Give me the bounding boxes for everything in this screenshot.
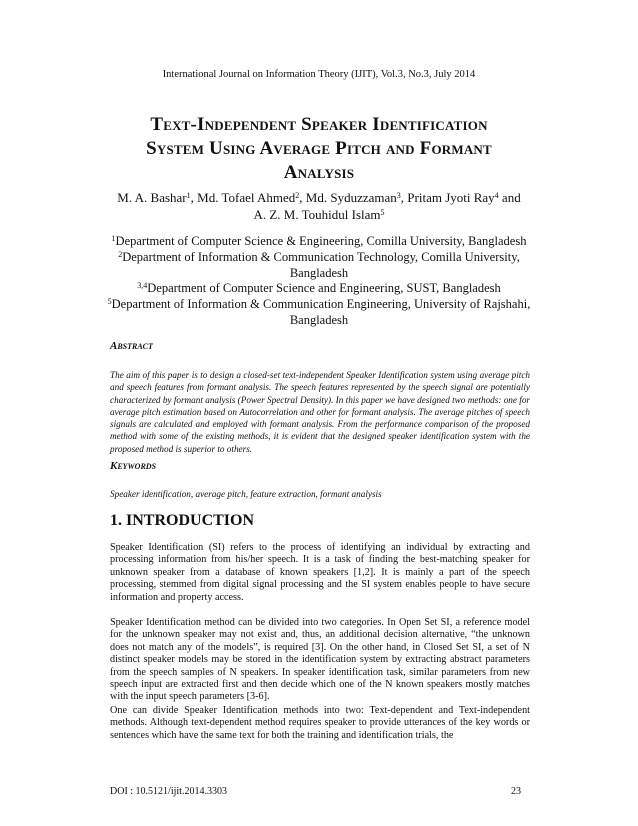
affiliations bbox=[100, 234, 538, 329]
author-3: , Md. Syduzzaman bbox=[299, 190, 397, 205]
author-list bbox=[90, 189, 548, 223]
keywords-text: Speaker identification, average pitch, feature extraction, formant analysis bbox=[110, 489, 382, 499]
running-head: International Journal on Information Theory (IJIT), Vol.3, No.3, July 2014 bbox=[162, 69, 476, 80]
title-line-2: System Using Average Pitch and Formant bbox=[146, 138, 492, 159]
page-number: 23 bbox=[511, 786, 521, 797]
affiliation-2-country: Bangladesh bbox=[289, 265, 349, 280]
affiliation-4-mark: 5 bbox=[107, 297, 112, 307]
keywords-heading: Keywords bbox=[110, 460, 157, 472]
author-2-mark: 2 bbox=[295, 191, 300, 200]
author-3-mark: 3 bbox=[396, 191, 401, 200]
affiliation-4-country: Bangladesh bbox=[289, 312, 349, 327]
affiliation-1-text: Department of Computer Science & Engineering, Comilla University, Bangladesh bbox=[115, 234, 527, 248]
affiliation-4 bbox=[100, 297, 538, 313]
intro-paragraph-2: Speaker Identification method can be divided into two categories. In Open Set SI, a reference model for the unknown speaker may not exist and, thus, an additional decision alternative, “the unknown does not match any of the models”, is required [3]. On the other hand, in Closed Set SI, a set of N distinct speaker models may be stored in the identification system by extracting abstract parameters from the speech samples of N speakers. In speaker identification task, similar parameters from new speech input are extracted first and then decide which one of the N known speakers mostly matches with the input speech parameters [3-6]. bbox=[110, 617, 530, 703]
affiliation-3-text: Department of Computer Science and Engineering, SUST, Bangladesh bbox=[147, 281, 501, 296]
author-5: A. Z. M. Touhidul Islam bbox=[253, 207, 381, 222]
title-line-1: Text-Independent Speaker Identification bbox=[150, 114, 488, 135]
footer-doi: DOI : 10.5121/ijit.2014.3303 bbox=[110, 786, 227, 797]
author-1: M. A. Bashar bbox=[117, 190, 187, 205]
intro-paragraph-1: Speaker Identification (SI) refers to the process of identifying an individual by extracting and processing information from his/her speech. It is a task of finding the best-matching speaker for unknown speaker from a database of known speakers [1,2]. It is mainly a part of the speech processing, stemmed from digital signal processing and the SI system enables people to have secure information and property access. bbox=[110, 542, 530, 603]
author-1-mark: 1 bbox=[186, 191, 191, 200]
author-4: , Pritam Jyoti Ray bbox=[400, 190, 495, 205]
affiliation-2-mark: 2 bbox=[118, 249, 123, 259]
affiliation-1 bbox=[100, 234, 538, 250]
author-4-mark: 4 bbox=[494, 191, 499, 200]
affiliation-4-text: Department of Information & Communication Engineering, University of Rajshahi, bbox=[111, 297, 531, 312]
author-2: , Md. Tofael Ahmed bbox=[190, 190, 296, 205]
title-line-3: Analysis bbox=[283, 162, 355, 183]
paper-title bbox=[60, 113, 578, 185]
affiliation-1-mark: 1 bbox=[111, 234, 116, 243]
affiliation-3-mark: 3,4 bbox=[137, 281, 148, 291]
author-conjunction: and bbox=[498, 190, 521, 205]
affiliation-2 bbox=[100, 250, 538, 266]
affiliation-2-text: Department of Information & Communication Technology, Comilla University, bbox=[122, 249, 520, 264]
abstract-text: The aim of this paper is to design a closed-set text-independent Speaker Identification system using average pitch and speech features from formant analysis. The speech features represented by the speech signal are potentially characterized by formant analysis (Power Spectral Density). In this paper we have designed two methods: one for average pitch estimation based on Autocorrelation and other for formant analysis. The average pitches of speech signals are calculated and employed with formant analysis. From the performance comparison of the proposed method with some of the existing methods, it is evident that the designed speaker identification system with the proposed method is superior to others. bbox=[110, 370, 530, 454]
abstract-heading: Abstract bbox=[110, 340, 153, 352]
intro-paragraph-3: One can divide Speaker Identification methods into two: Text-dependent and Text-independent methods. Although text-dependent method requires speaker to provide utterances of the key words or sentences which have the same text for both the training and identification trials, the bbox=[110, 705, 530, 741]
author-5-mark: 5 bbox=[380, 208, 385, 217]
introduction-heading: 1. INTRODUCTION bbox=[110, 512, 255, 529]
affiliation-3 bbox=[100, 281, 538, 297]
